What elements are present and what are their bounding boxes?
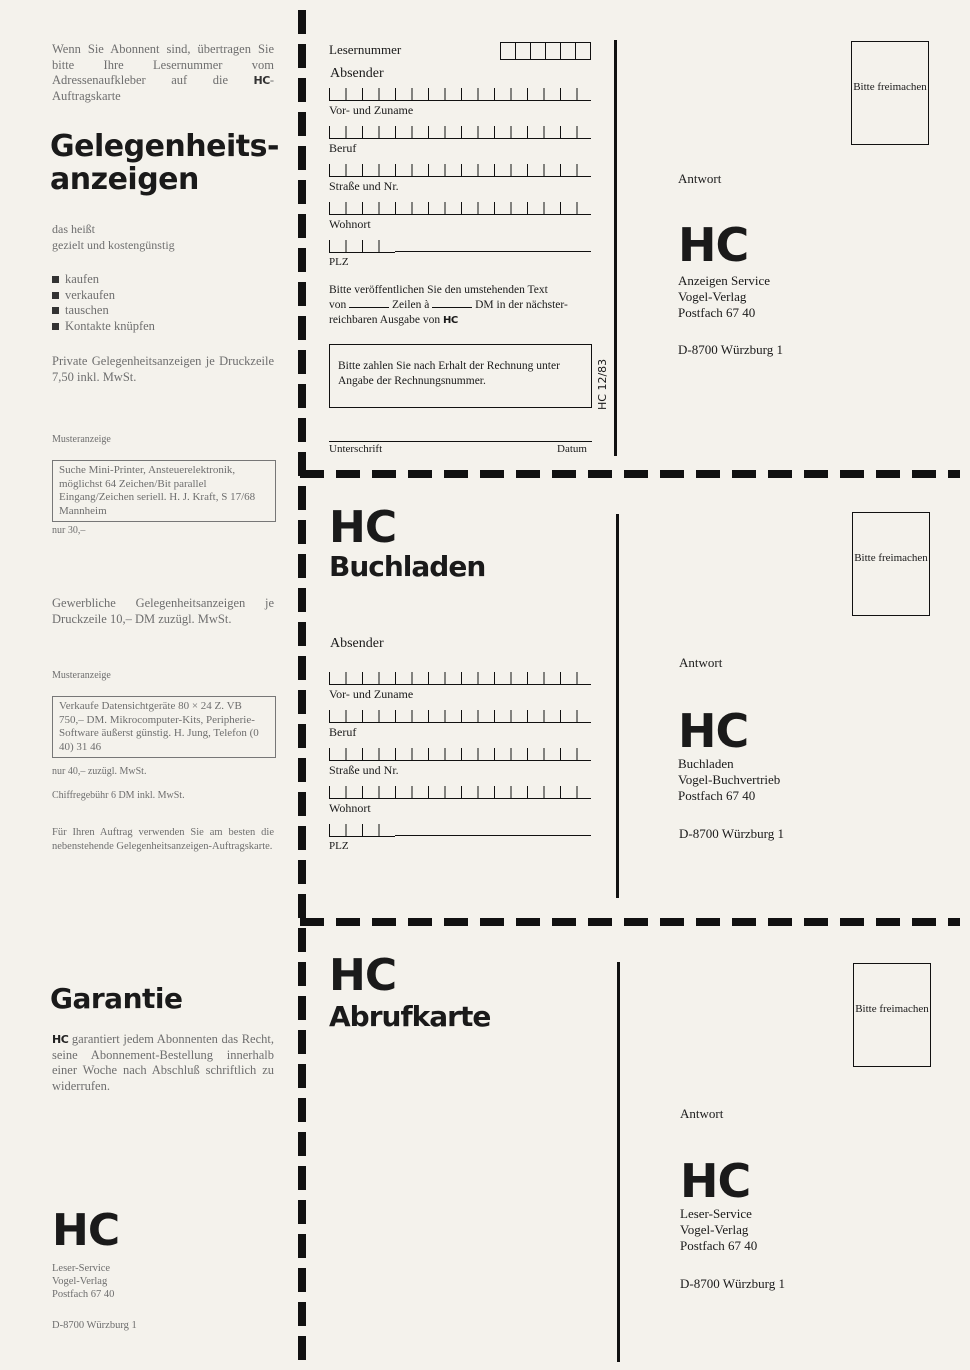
card-title: Abrufkarte bbox=[329, 1000, 491, 1033]
chiffre-fee: Chiffregebühr 6 DM inkl. MwSt. bbox=[52, 790, 185, 801]
subline: das heißt gezielt und kostengünstig bbox=[52, 222, 175, 252]
recipient-address: Buchladen Vogel-Buchvertrieb Postfach 67 40 bbox=[678, 756, 781, 803]
card-divider bbox=[616, 514, 619, 898]
street-label: Straße und Nr. bbox=[329, 763, 399, 777]
intro-text: Wenn Sie Abonnent sind, übertragen Sie bitte Ihre Lesernummer vom Adressenaufkleber auf die HC-Auftragskarte bbox=[52, 42, 274, 103]
card-divider bbox=[617, 962, 620, 1362]
city-field[interactable] bbox=[329, 202, 591, 215]
job-field[interactable] bbox=[329, 710, 591, 723]
zip-label: PLZ bbox=[329, 256, 349, 268]
lesernummer-label: Lesernummer bbox=[329, 42, 402, 57]
absender-label: Absender bbox=[330, 636, 384, 651]
date-label: Datum bbox=[557, 443, 587, 455]
perforation-horizontal-1 bbox=[300, 470, 960, 478]
absender-label: Absender bbox=[330, 66, 384, 81]
sample-price: nur 30,– bbox=[52, 525, 86, 536]
sample-price: nur 40,– zuzügl. MwSt. bbox=[52, 766, 147, 777]
street-field[interactable] bbox=[329, 748, 591, 761]
hc-logo: HC bbox=[678, 704, 749, 758]
sample-ad-1: Suche Mini-Printer, Ansteuerelektronik, möglichst 64 Zeichen/Bit parallel Eingang/Zeichen seriell. H. J. Kraft, S 17/68 Mannheim bbox=[52, 460, 276, 522]
recipient-city: D-8700 Würzburg 1 bbox=[678, 342, 783, 357]
perforation-horizontal-2 bbox=[300, 918, 960, 926]
card-title-logo: HC bbox=[329, 950, 397, 1001]
sample-label: Musteranzeige bbox=[52, 670, 111, 681]
zip-field[interactable] bbox=[329, 824, 395, 837]
job-label: Beruf bbox=[329, 725, 357, 739]
name-label: Vor- und Zuname bbox=[329, 687, 414, 701]
card-code: HC 12/83 bbox=[596, 358, 609, 410]
leser-service-address: Leser-Service Vogel-Verlag Postfach 67 40 bbox=[52, 1263, 115, 1300]
name-label: Vor- und Zuname bbox=[329, 103, 414, 117]
card-title: Buchladen bbox=[329, 550, 486, 583]
stamp-box: Bitte freimachen bbox=[851, 41, 929, 145]
zip-label: PLZ bbox=[329, 840, 349, 852]
city-label: Wohnort bbox=[329, 217, 371, 231]
street-field[interactable] bbox=[329, 164, 591, 177]
hc-logo: HC bbox=[52, 1205, 120, 1256]
list-item: verkaufen bbox=[52, 288, 274, 304]
list-item: tauschen bbox=[52, 303, 274, 319]
bullet-list bbox=[52, 272, 274, 334]
zip-field[interactable] bbox=[329, 240, 395, 253]
list-item: kaufen bbox=[52, 272, 274, 288]
recipient-address: Leser-Service Vogel-Verlag Postfach 67 40 bbox=[680, 1206, 758, 1253]
antwort-label: Antwort bbox=[678, 171, 722, 186]
intro-hc: HC bbox=[253, 74, 270, 87]
private-price-text: Private Gelegenheitsanzeigen je Druckzeile 7,50 inkl. MwSt. bbox=[52, 354, 274, 384]
zip-line bbox=[395, 835, 591, 836]
signature-line[interactable] bbox=[329, 441, 592, 442]
city-field[interactable] bbox=[329, 786, 591, 799]
city-label: Wohnort bbox=[329, 801, 371, 815]
recipient-address: Anzeigen Service Vogel-Verlag Postfach 67 40 bbox=[678, 273, 771, 320]
recipient-city: D-8700 Würzburg 1 bbox=[680, 1276, 785, 1291]
name-field[interactable] bbox=[329, 88, 591, 101]
antwort-label: Antwort bbox=[680, 1106, 724, 1121]
job-label: Beruf bbox=[329, 141, 357, 155]
list-item: Kontakte knüpfen bbox=[52, 319, 274, 335]
stamp-box: Bitte freimachen bbox=[852, 512, 930, 616]
card-divider bbox=[614, 40, 617, 456]
card-title-logo: HC bbox=[329, 502, 397, 553]
heading-gelegenheitsanzeigen: Gelegenheits- anzeigen bbox=[50, 129, 279, 197]
street-label: Straße und Nr. bbox=[329, 179, 399, 193]
publish-text: Bitte veröffentlichen Sie den umstehenden Text von Zeilen à DM in der nächster- reichbaren Ausgabe von HC bbox=[329, 284, 568, 326]
info-column bbox=[0, 0, 290, 1370]
sample-label: Musteranzeige bbox=[52, 434, 111, 445]
heading-garantie: Garantie bbox=[50, 982, 183, 1015]
stamp-box: Bitte freimachen bbox=[853, 963, 931, 1067]
order-note: Für Ihren Auftrag verwenden Sie am besten die nebenstehende Gelegenheitsanzeigen-Auftragskarte. bbox=[52, 827, 274, 852]
commercial-price-text: Gewerbliche Gelegenheitsanzeigen je Druckzeile 10,– DM zuzügl. MwSt. bbox=[52, 596, 274, 626]
antwort-label: Antwort bbox=[679, 655, 723, 670]
sample-ad-2: Verkaufe Datensichtgeräte 80 × 24 Z. VB 750,– DM. Mikrocomputer-Kits, Peripherie-Software äußerst günstig. H. Jung, Telefon (0 40) 31 46 bbox=[52, 696, 276, 758]
hc-logo: HC bbox=[678, 218, 749, 272]
perforation-vertical bbox=[298, 10, 306, 1365]
guarantee-text: HC garantiert jedem Abonnenten das Recht, seine Abonnement-Bestellung innerhalb einer Woche nach Abschluß schriftlich zu widerrufen. bbox=[52, 1032, 275, 1093]
lesernummer-input[interactable] bbox=[501, 42, 591, 60]
name-field[interactable] bbox=[329, 672, 591, 685]
job-field[interactable] bbox=[329, 126, 591, 139]
hc-logo: HC bbox=[680, 1154, 751, 1208]
payment-note: Bitte zahlen Sie nach Erhalt der Rechnung unter Angabe der Rechnungsnummer. bbox=[329, 344, 592, 408]
recipient-city: D-8700 Würzburg 1 bbox=[679, 826, 784, 841]
leser-service-city: D-8700 Würzburg 1 bbox=[52, 1320, 137, 1331]
signature-label: Unterschrift bbox=[329, 443, 383, 455]
zip-line bbox=[395, 251, 591, 252]
